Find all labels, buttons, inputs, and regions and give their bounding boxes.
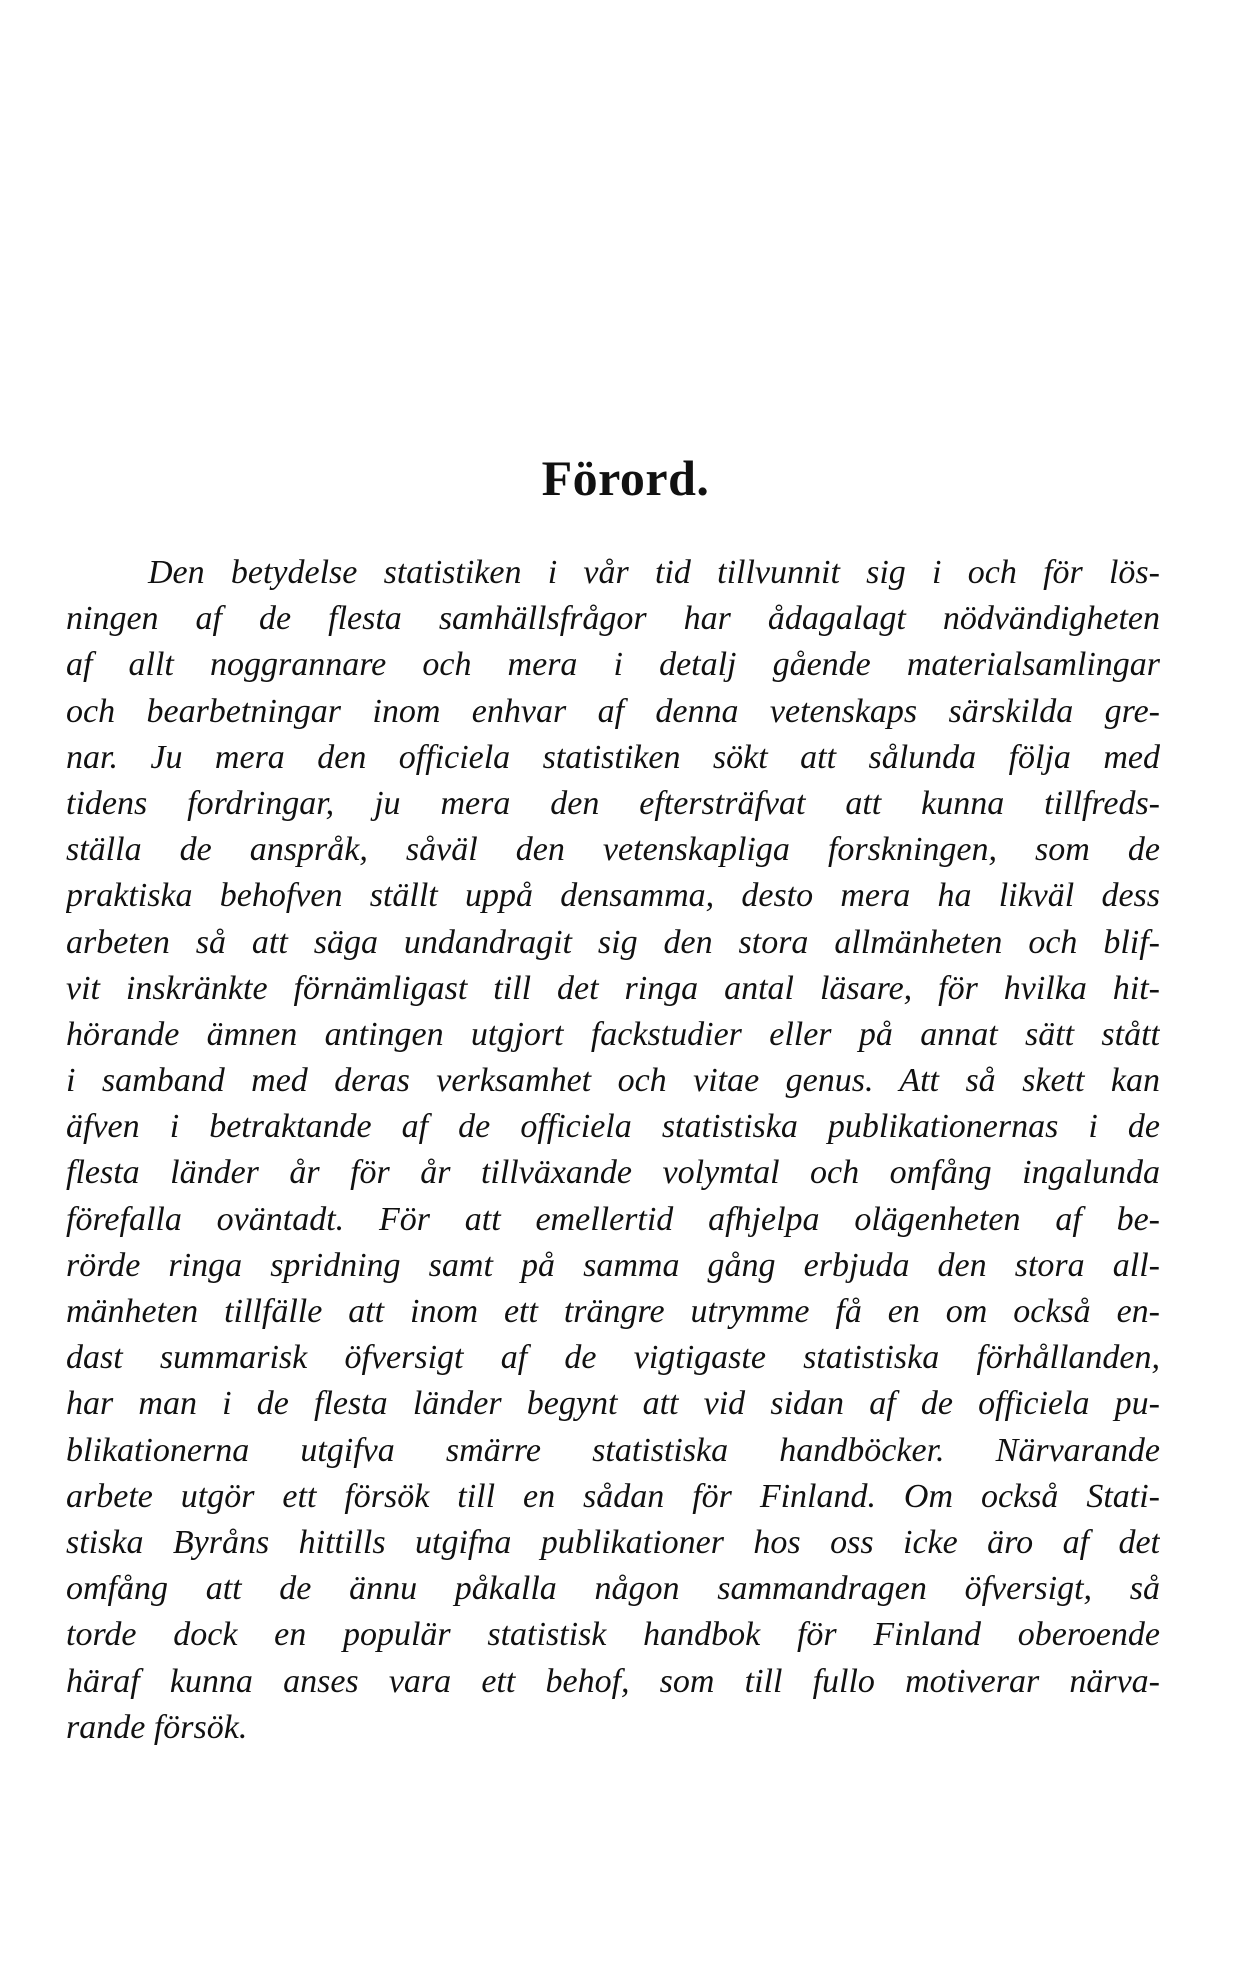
paragraph-line: af allt noggrannare och mera i detalj gående materialsamlingar <box>66 646 1160 684</box>
paragraph-line: och bearbetningar inom enhvar af denna vetenskaps särskilda gre- <box>66 692 1160 730</box>
paragraph-line: mänheten tillfälle att inom ett trängre utrymme få en om också en- <box>66 1293 1160 1330</box>
paragraph-line: omfång att de ännu påkalla någon sammandragen öfversigt, så <box>66 1570 1160 1608</box>
paragraph-line: arbete utgör ett försök till en sådan för Finland. Om också Stati- <box>66 1477 1160 1515</box>
paragraph-line: Den betydelse statistiken i vår tid tillvunnit sig i och för lös- <box>148 554 1160 591</box>
paragraph-line: praktiska behofven ställt uppå densamma, desto mera ha likväl dess <box>66 877 1160 915</box>
paragraph-line: nar. Ju mera den officiela statistiken sökt att sålunda följa med <box>66 738 1160 776</box>
paragraph-line: tidens fordringar, ju mera den eftersträfvat att kunna tillfreds- <box>66 784 1160 822</box>
paragraph-line: rörde ringa spridning samt på samma gång erbjuda den stora all- <box>66 1246 1160 1284</box>
paragraph-line: häraf kunna anses vara ett behof, som till fullo motiverar närva- <box>66 1662 1160 1700</box>
paragraph-line: arbeten så att säga undandragit sig den stora allmänheten och blif- <box>66 923 1160 961</box>
paragraph-line: ningen af de flesta samhällsfrågor har ådagalagt nödvändigheten <box>66 600 1160 638</box>
preface-paragraph <box>66 550 1160 1751</box>
paragraph-line: har man i de flesta länder begynt att vid sidan af de officiela pu- <box>66 1385 1160 1423</box>
paragraph-line: blikationerna utgifva smärre statistiska handböcker. Närvarande <box>66 1431 1160 1469</box>
paragraph-line: torde dock en populär statistisk handbok för Finland oberoende <box>66 1616 1160 1654</box>
paragraph-line: förefalla oväntadt. För att emellertid afhjelpa olägenheten af be- <box>66 1200 1160 1238</box>
page-title: Förord. <box>541 450 710 506</box>
paragraph-line: hörande ämnen antingen utgjort fackstudier eller på annat sätt stått <box>66 1015 1160 1053</box>
paragraph-line: ställa de anspråk, såväl den vetenskapliga forskningen, som de <box>66 831 1160 869</box>
paragraph-line: dast summarisk öfversigt af de vigtigaste statistiska förhållanden, <box>66 1339 1160 1377</box>
paragraph-line-last: rande försök. <box>66 1708 248 1746</box>
paragraph-line: äfven i betraktande af de officiela statistiska publikationernas i de <box>66 1108 1160 1146</box>
paragraph-line: stiska Byråns hittills utgifna publikationer hos oss icke äro af det <box>66 1523 1160 1561</box>
paragraph-line: i samband med deras verksamhet och vitae genus. Att så skett kan <box>66 1062 1160 1100</box>
paragraph-line: flesta länder år för år tillväxande volymtal och omfång ingalunda <box>66 1154 1160 1192</box>
paragraph-line: vit inskränkte förnämligast till det ringa antal läsare, för hvilka hit- <box>66 969 1160 1007</box>
